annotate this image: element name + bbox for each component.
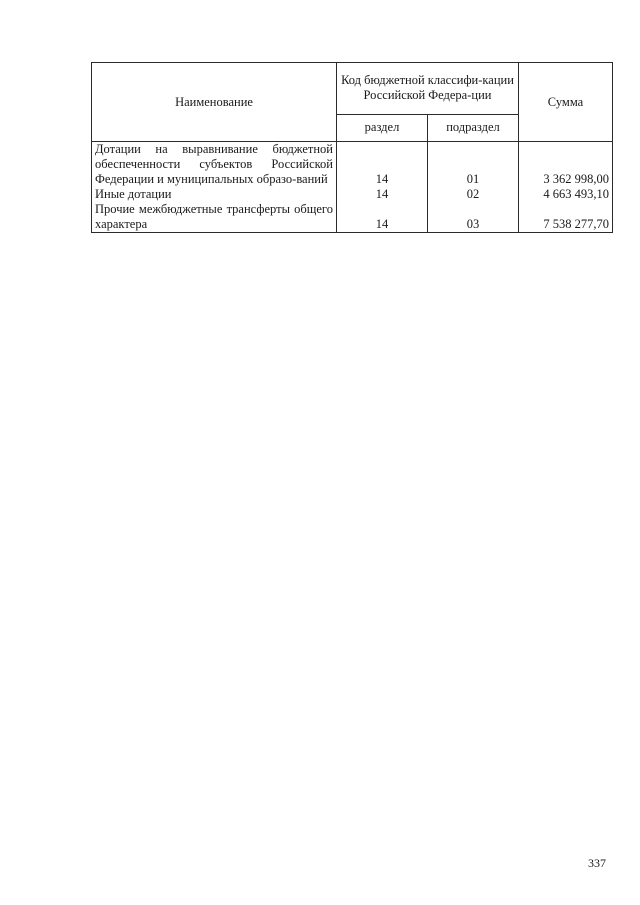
row-name: Иные дотации	[92, 187, 337, 202]
table-row	[92, 202, 613, 233]
header-razdel: раздел	[337, 114, 428, 141]
row-podrazdel: 01	[428, 142, 519, 188]
row-razdel: 14	[337, 187, 428, 202]
header-name: Наименование	[92, 63, 337, 142]
row-summa: 7 538 277,70	[519, 202, 613, 233]
row-summa: 3 362 998,00	[519, 142, 613, 188]
row-summa: 4 663 493,10	[519, 187, 613, 202]
row-razdel: 14	[337, 142, 428, 188]
header-summa: Сумма	[519, 63, 613, 142]
header-podrazdel: подраздел	[428, 114, 519, 141]
row-name: Прочие межбюджетные трансферты общего характера	[92, 202, 337, 233]
budget-table	[91, 62, 613, 233]
table-header-row	[92, 63, 613, 115]
row-podrazdel: 02	[428, 187, 519, 202]
row-razdel: 14	[337, 202, 428, 233]
page-number: 337	[588, 856, 606, 870]
row-name: Дотации на выравнивание бюджетной обеспеченности субъектов Российской Федерации и муниципальных образо-ваний	[92, 142, 337, 188]
header-code-group: Код бюджетной классифи-кации Российской Федера-ции	[337, 63, 519, 115]
table-row	[92, 142, 613, 188]
row-podrazdel: 03	[428, 202, 519, 233]
table-row	[92, 187, 613, 202]
